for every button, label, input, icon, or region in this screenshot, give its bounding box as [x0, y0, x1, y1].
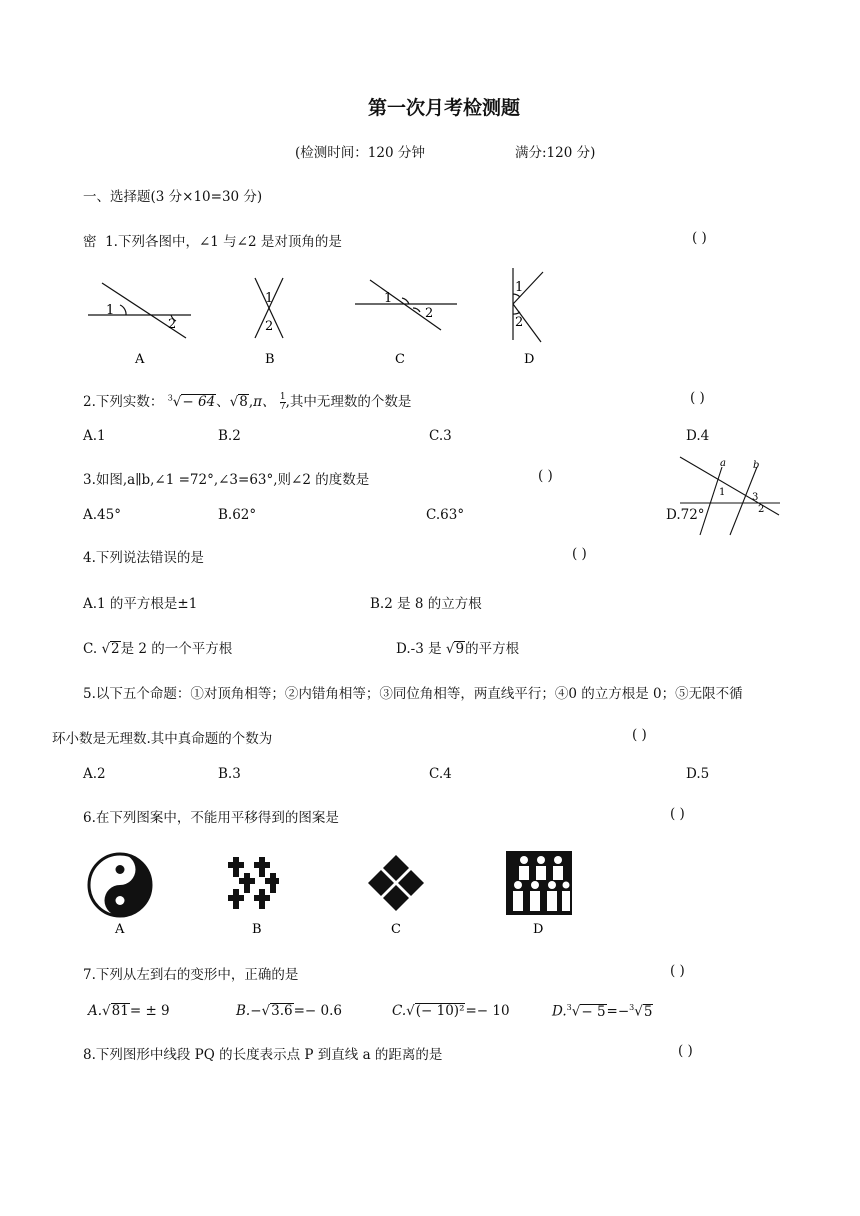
q3-option-c: C.63° [426, 507, 465, 523]
q6-yinyang-icon [89, 854, 151, 916]
q1-figures [0, 260, 860, 370]
exam-score: 满分:120 分) [515, 145, 596, 161]
q5-answer-paren: ( ) [632, 727, 647, 743]
page-title: 第一次月考检测题 [368, 97, 521, 119]
q3-option-d: D.72° [666, 507, 705, 523]
q4d-pre: D.-3 是 [396, 641, 446, 657]
q6-label-b: B [252, 922, 262, 937]
q7-option-d: D.$^3$√− 5=−$^3$√5 [552, 1003, 653, 1020]
section-heading: 一、选择题(3 分×10=30 分) [83, 189, 263, 205]
q1c-angle1: 1 [384, 291, 393, 306]
q3-line-b: b [753, 460, 760, 471]
q7d-index: 3 [566, 1003, 572, 1012]
q6-blocks-icon [228, 857, 279, 909]
q1-figure-c [355, 280, 457, 330]
q7a-radicand: 81 [111, 1003, 129, 1019]
q7d-index2: 3 [629, 1003, 635, 1012]
q1-answer-paren: ( ) [692, 230, 707, 246]
q7d-pre: D. [552, 1003, 567, 1020]
q7d-radicand2: 5 [643, 1003, 653, 1020]
q4d-radicand: 9 [455, 641, 465, 657]
q8-answer-paren: ( ) [678, 1043, 693, 1059]
q3-option-a: A.45° [83, 507, 121, 523]
q2-pi: π、 [253, 394, 276, 410]
q7-answer-paren: ( ) [670, 963, 685, 979]
q7-text: 7.下列从左到右的变形中，正确的是 [83, 967, 299, 983]
q1-text: 1.下列各图中，∠1 与∠2 是对顶角的是 [105, 234, 342, 250]
exam-time: (检测时间：120 分钟 [295, 145, 425, 161]
q1-label-b: B [265, 352, 275, 367]
q2-answer-paren: ( ) [690, 390, 705, 406]
q7-option-c: C.√(− 10)²=− 10 [392, 1003, 510, 1019]
q1-label-c: C [395, 352, 405, 367]
q8-text: 8.下列图形中线段 PQ 的长度表示点 P 到直线 a 的距离的是 [83, 1047, 443, 1063]
q7b-radicand: 3.6 [271, 1003, 293, 1019]
q3-option-b: B.62° [218, 507, 257, 523]
q1a-angle1: 1 [106, 303, 115, 318]
q7d-mid: =− [606, 1003, 630, 1020]
q2-option-b: B.2 [218, 428, 241, 444]
q1-label-a: A [135, 352, 145, 367]
q7a-post: = ± 9 [129, 1003, 170, 1019]
q2-radicand1: − 64 [182, 394, 216, 410]
q6-figures [0, 845, 860, 940]
q4-option-c: C. √2是 2 的一个平方根 [83, 641, 233, 657]
q3-angle1: 1 [719, 487, 726, 498]
q1d-angle1: 1 [515, 280, 524, 295]
q6-label-c: C [391, 922, 401, 937]
q5-option-b: B.3 [218, 766, 241, 782]
q7a-pre: A. [88, 1003, 103, 1019]
q6-answer-paren: ( ) [670, 806, 685, 822]
q1c-angle2: 2 [425, 306, 434, 321]
q7-option-a: A.√81= ± 9 [88, 1003, 170, 1019]
q1b-angle2: 2 [265, 319, 274, 334]
q7c-radicand: (− 10)² [415, 1003, 465, 1019]
q3-angle2: 2 [758, 504, 765, 515]
q1-label-d: D [524, 352, 535, 367]
q6-label-d: D [533, 922, 544, 937]
q3-answer-paren: ( ) [538, 468, 553, 484]
q4-option-b: B.2 是 8 的立方根 [370, 596, 482, 612]
q3-line-a: a [720, 458, 726, 469]
q3-angle3: 3 [752, 492, 759, 503]
seal-mark: 密 [83, 234, 97, 250]
q1a-angle2: 2 [168, 317, 177, 332]
q2-cube-index: 3 [167, 393, 173, 403]
q5-option-d: D.5 [686, 766, 710, 782]
q2-option-a: A.1 [83, 428, 106, 444]
q1-stem [83, 230, 342, 250]
q6-people-icon [506, 851, 572, 915]
q3-text: 3.如图,a∥b,∠1 =72°,∠3=63°,则∠2 的度数是 [83, 472, 370, 488]
q5-line2: 环小数是无理数.其中真命题的个数为 [52, 731, 273, 747]
q2-radicand2: 8 [239, 394, 248, 410]
q7b-pre: B.− [236, 1003, 262, 1019]
q2-text-b: ,其中无理数的个数是 [285, 394, 412, 410]
q2-sep: 、 [216, 394, 230, 410]
q1b-angle1: 1 [265, 291, 274, 306]
q4-option-a: A.1 的平方根是±1 [83, 596, 198, 612]
q6-text: 6.在下列图案中，不能用平移得到的图案是 [83, 810, 339, 826]
q6-diamonds-icon [368, 855, 424, 911]
q2-text-a: 2.下列实数： [83, 394, 164, 410]
q7c-post: =− 10 [465, 1003, 510, 1019]
q7-option-b: B.−√3.6=− 0.6 [236, 1003, 343, 1019]
q1d-angle2: 2 [515, 315, 524, 330]
q5-line1: 5.以下五个命题：①对顶角相等；②内错角相等；③同位角相等，两直线平行；④0 的立方根是 0；⑤无限不循 [83, 686, 743, 702]
q5-option-a: A.2 [83, 766, 106, 782]
q4-answer-paren: ( ) [572, 546, 587, 562]
q4-option-d: D.-3 是 √9的平方根 [396, 641, 520, 657]
q7b-post: =− 0.6 [293, 1003, 343, 1019]
q4d-post: 的平方根 [465, 641, 520, 657]
q2-option-d: D.4 [686, 428, 710, 444]
q3-figure [680, 455, 790, 540]
q7d-radicand: − 5 [581, 1003, 606, 1020]
q2-stem: 2.下列实数： $^3$√− 64、√8,π、 $\frac{1}{7}$ ,其中无理数的个数是 [83, 392, 412, 412]
q4c-pre: C. [83, 641, 102, 657]
q2-option-c: C.3 [429, 428, 452, 444]
q2-frac-den: 7 [279, 402, 286, 412]
q4c-post: 是 2 的一个平方根 [120, 641, 233, 657]
q2-frac-num: 1 [279, 392, 286, 402]
q7c-pre: C. [392, 1003, 407, 1019]
q4c-radicand: 2 [111, 641, 120, 657]
q4-text: 4.下列说法错误的是 [83, 550, 204, 566]
q6-label-a: A [115, 922, 125, 937]
q5-option-c: C.4 [429, 766, 452, 782]
